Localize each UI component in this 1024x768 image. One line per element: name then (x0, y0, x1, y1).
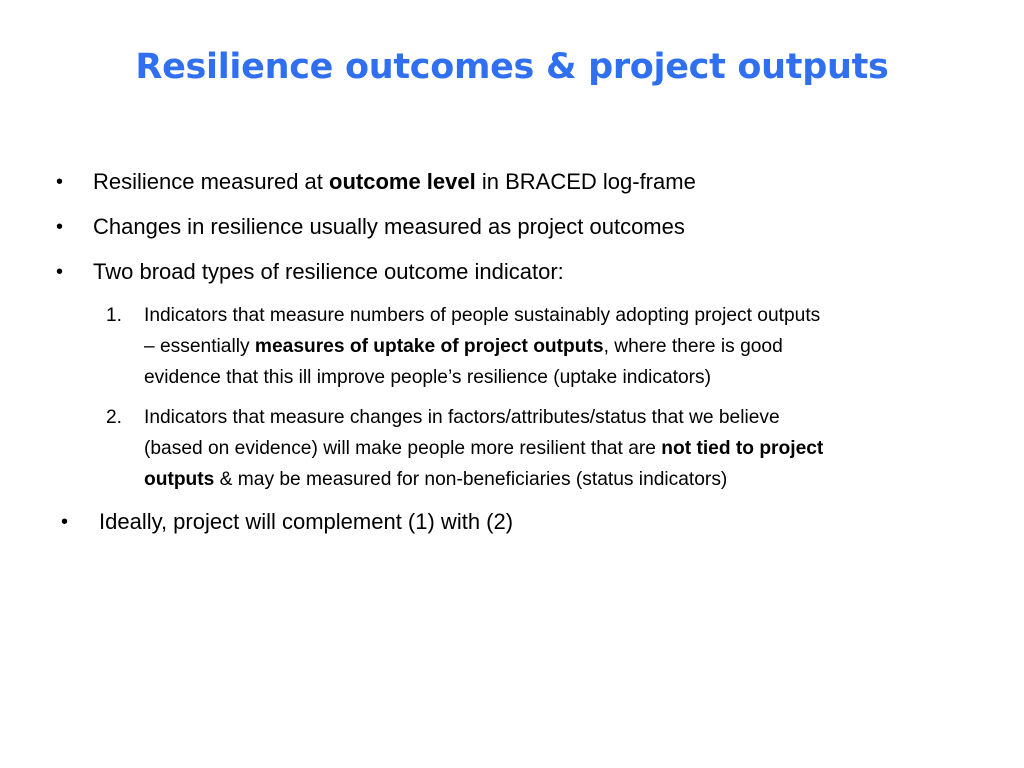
item-line: Indicators that measure numbers of people sustainably adopting project outputs (144, 305, 821, 326)
item-number: 1. (106, 305, 123, 326)
item-line-pre: (based on evidence) will make people more resilient that are (144, 438, 662, 459)
numbered-item-text (144, 402, 1004, 495)
item-line-pre: – essentially (144, 336, 255, 357)
item-line: evidence that this ill improve people’s resilience (uptake indicators) (144, 367, 712, 388)
bullet-text: Ideally, project will complement (1) with (2) (99, 509, 514, 534)
bullet-marker: • (61, 511, 69, 533)
bullet-marker: • (56, 216, 64, 238)
item-line-bold: measures of uptake of project outputs (254, 336, 604, 357)
item-line (144, 331, 1004, 362)
bullet-text-bold: outcome level (329, 169, 476, 194)
item-number: 2. (106, 407, 123, 428)
item-line: Indicators that measure changes in factors/attributes/status that we believe (144, 407, 780, 428)
item-line-post: & may be measured for non-beneficiaries (status indicators) (214, 469, 728, 490)
numbered-item-text (144, 300, 1004, 393)
bullet-text-post: in BRACED log-frame (475, 169, 696, 194)
item-line-bold: outputs (144, 469, 215, 490)
item-line (144, 433, 1004, 464)
item-line (144, 464, 1004, 495)
bullet-text (93, 167, 696, 197)
item-line-post: , where there is good (603, 336, 783, 357)
bullet-text: Two broad types of resilience outcome indicator: (93, 259, 564, 284)
slide-title: Resilience outcomes & project outputs (135, 47, 889, 87)
bullet-text-pre: Resilience measured at (93, 169, 330, 194)
bullet-marker: • (56, 171, 64, 193)
bullet-marker: • (56, 261, 64, 283)
item-line-bold: not tied to project (661, 438, 824, 459)
bullet-text: Changes in resilience usually measured as project outcomes (93, 214, 685, 239)
